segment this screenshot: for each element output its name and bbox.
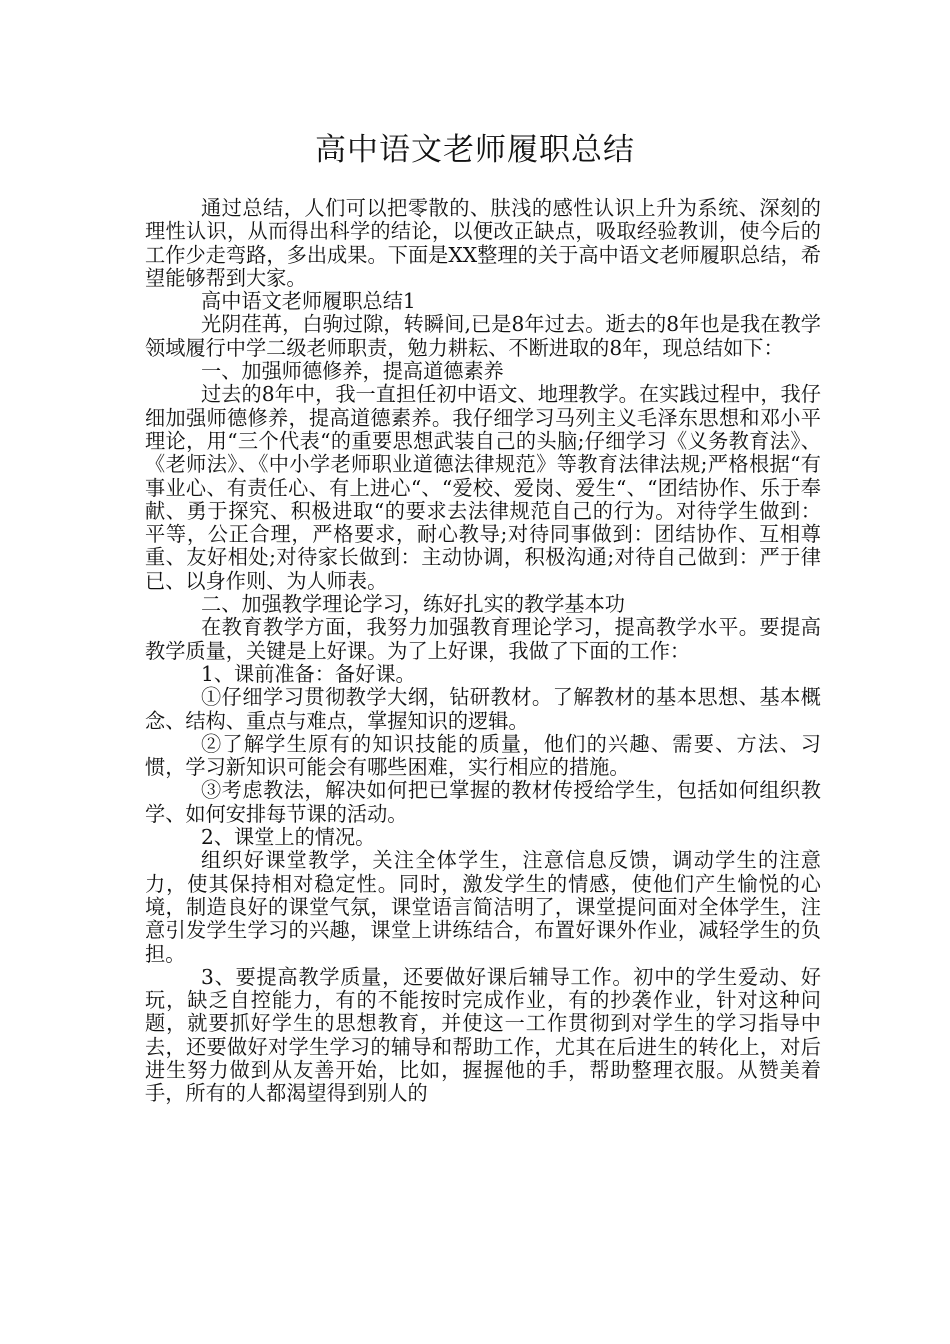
section-heading: 二、加强教学理论学习，练好扎实的教学基本功 xyxy=(201,592,625,617)
list-item: ①仔细学习贯彻教学大纲，钻研教材。了解教材的基本思想、基本概念、结构、重点与难点，掌握知识的逻辑。 xyxy=(145,685,821,733)
body-paragraph: 组织好课堂教学，关注全体学生，注意信息反馈，调动学生的注意力，使其保持相对稳定性。同时，激发学生的情感，使他们产生愉悦的心境，制造良好的课堂气氛，课堂语言简洁明了，课堂提问面对全体学生，注意引发学生学习的兴趣，课堂上讲练结合，布置好课外作业，减轻学生的负担。 xyxy=(145,848,821,966)
body-paragraph: 光阴荏苒，白驹过隙，转瞬间,已是8年过去。逝去的8年也是我在教学领域履行中学二级老师职责，勉力耕耘、不断进取的8年，现总结如下： xyxy=(145,312,821,360)
list-item: ②了解学生原有的知识技能的质量，他们的兴趣、需要、方法、习惯，学习新知识可能会有哪些困难，实行相应的措施。 xyxy=(145,731,821,780)
body-paragraph: 3、要提高教学质量，还要做好课后辅导工作。初中的学生爱动、好玩，缺乏自控能力，有的不能按时完成作业，有的抄袭作业，针对这种问题，就要抓好学生的思想教育，并使这一工作贯彻到对学生的学习指导中去，还要做好对学生学习的辅导和帮助工作，尤其在后进生的转化上，对后进生努力做到从友善开始，比如，握握他的手，帮助整理衣服。从赞美着手，所有的人都渴望得到别人的 xyxy=(145,964,821,1106)
list-heading: 1、课前准备：备好课。 xyxy=(201,661,416,686)
section-heading: 高中语文老师履职总结1 xyxy=(201,289,416,314)
document-title: 高中语文老师履职总结 xyxy=(315,132,635,168)
body-paragraph: 过去的8年中，我一直担任初中语文、地理教学。在实践过程中，我仔细加强师德修养，提高道德素养。我仔细学习马列主义毛泽东思想和邓小平理论，用“三个代表“的重要思想武装自己的头脑;仔细学习《义务教育法》、《老师法》、《中小学老师职业道德法律规范》等教育法律法规;严格根据“有事业心、有责任心、有上进心“、“爱校、爱岗、爱生“、“团结协作、乐于奉献、勇于探究、积极进取“的要求去法律规范自己的行为。对待学生做到：平等，公正合理，严格要求，耐心教导;对待同事做到：团结协作、互相尊重、友好相处;对待家长做到：主动协调，积极沟通;对待自己做到：严于律已、以身作则、为人师表。 xyxy=(145,382,821,593)
list-heading: 2、课堂上的情况。 xyxy=(201,825,376,850)
intro-paragraph: 通过总结，人们可以把零散的、肤浅的感性认识上升为系统、深刻的理性认识，从而得出科学的结论，以便改正缺点，吸取经验教训，使今后的工作少走弯路，多出成果。下面是XX整理的关于高中语文老师履职总结，希望能够帮到大家。 xyxy=(145,196,821,290)
document-body xyxy=(145,197,821,1106)
list-item: ③考虑教法，解决如何把已掌握的教材传授给学生，包括如何组织教学、如何安排每节课的活动。 xyxy=(145,778,821,826)
section-heading: 一、加强师德修养，提高道德素养 xyxy=(201,359,504,384)
body-paragraph: 在教育教学方面，我努力加强教育理论学习，提高教学水平。要提高教学质量，关键是上好课。为了上好课，我做了下面的工作： xyxy=(145,615,821,663)
